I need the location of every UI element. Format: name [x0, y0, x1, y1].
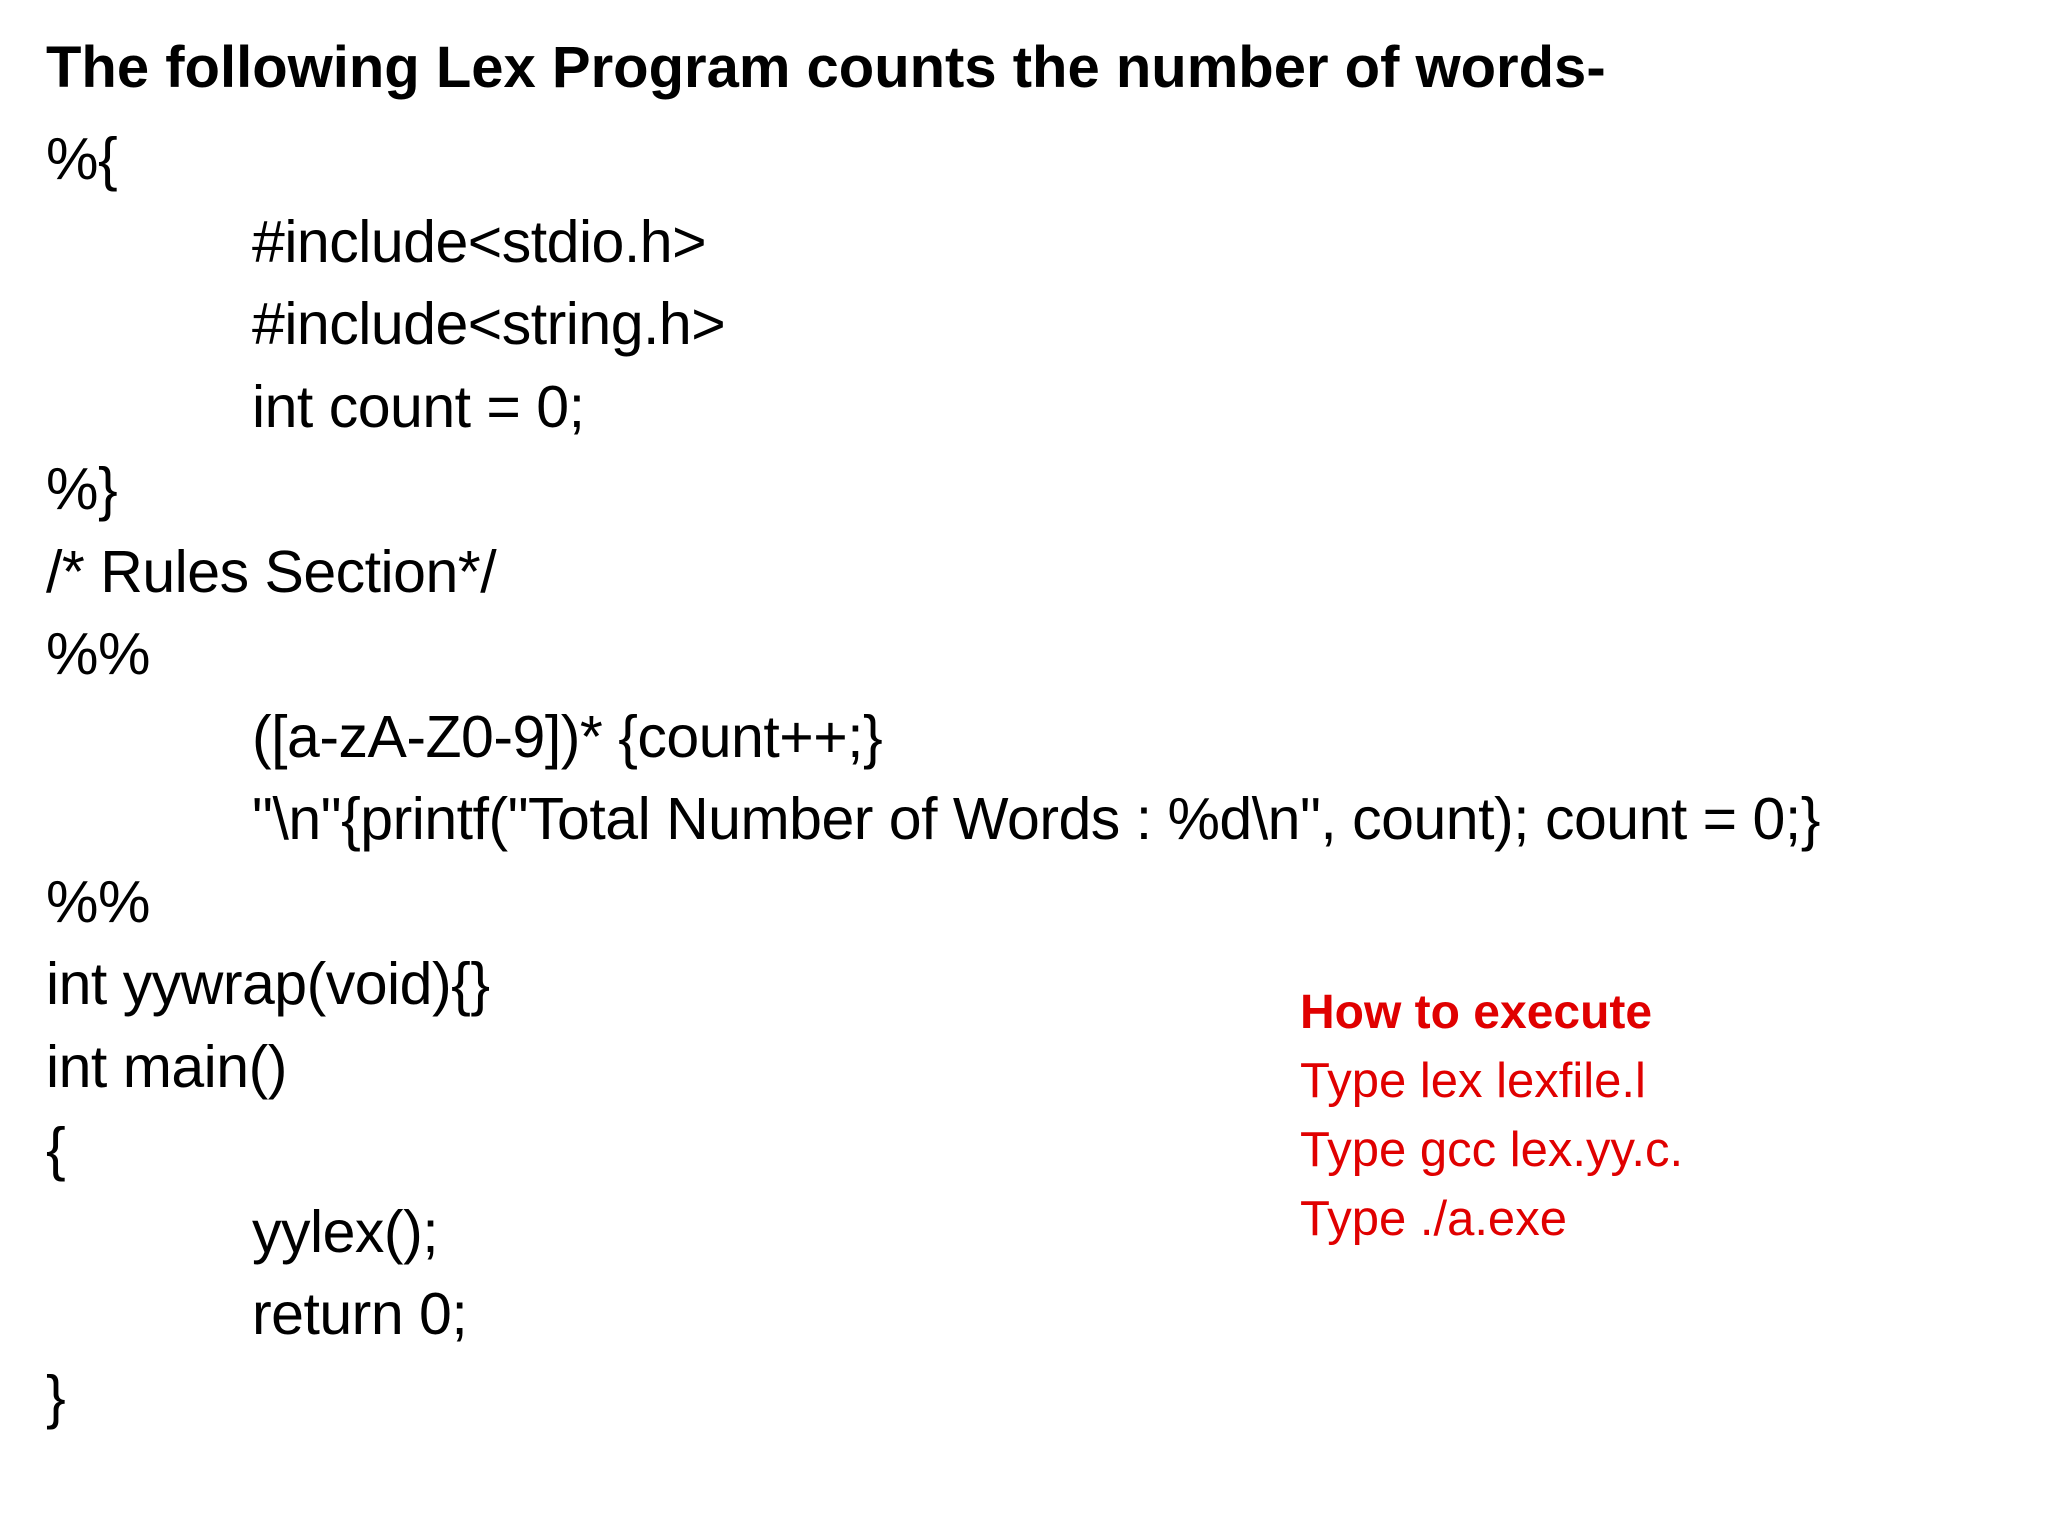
code-line: yylex();	[252, 1198, 439, 1265]
code-line: %}	[46, 456, 118, 522]
code-line: int count = 0;	[252, 373, 585, 440]
code-line: int main()	[46, 1033, 287, 1100]
execution-title: How to execute	[1300, 986, 1653, 1039]
code-line: %%	[46, 621, 150, 687]
execution-step: Type lex lexfile.l	[1300, 1054, 1646, 1108]
execution-instructions	[1300, 978, 1683, 1254]
code-line: #include<stdio.h>	[252, 208, 707, 275]
code-line: ([a-zA-Z0-9])* {count++;}	[252, 703, 883, 770]
code-line: return 0;	[252, 1281, 468, 1347]
code-line: {	[46, 1116, 66, 1182]
code-line: %%	[46, 868, 150, 935]
code-line: "\n"{printf("Total Number of Words : %d\n", count); count = 0;}	[252, 786, 1820, 852]
code-line: %{	[46, 126, 118, 192]
slide-title: The following Lex Program counts the number of words-	[46, 35, 1606, 100]
execution-step: Type gcc lex.yy.c.	[1300, 1123, 1684, 1177]
code-line: }	[46, 1363, 66, 1430]
code-line: int yywrap(void){}	[46, 951, 490, 1017]
execution-step: Type ./a.exe	[1300, 1192, 1567, 1246]
code-line: /* Rules Section*/	[46, 538, 497, 605]
code-line: #include<string.h>	[252, 291, 726, 357]
